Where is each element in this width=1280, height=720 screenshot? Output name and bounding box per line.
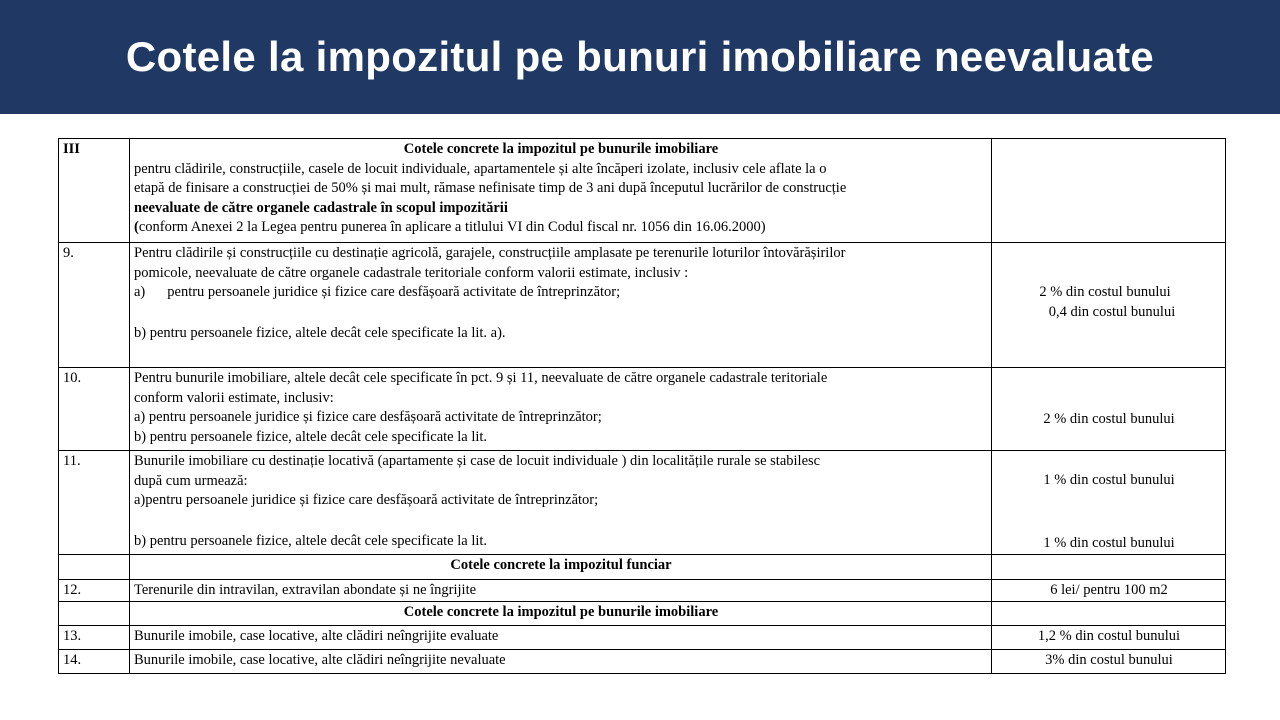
row-number: 14. bbox=[59, 650, 130, 674]
description-bold-line: neevaluate de către organele cadastrale în scopul impozitării bbox=[134, 199, 508, 216]
title-banner bbox=[0, 0, 1280, 114]
table-row-section-imobiliare bbox=[59, 602, 1226, 626]
rate-cell bbox=[992, 368, 1226, 451]
item-a: a) pentru persoanele juridice și fizice care desfășoară activitate de întreprinzător; bbox=[134, 409, 602, 425]
page-title: Cotele la impozitul pe bunuri imobiliare neevaluate bbox=[125, 33, 1155, 80]
row-description bbox=[130, 243, 992, 368]
empty-cell bbox=[59, 555, 130, 580]
item-b: b) pentru persoanele fizice, altele decât cele specificate la lit. bbox=[134, 532, 488, 549]
row-number: 12. bbox=[59, 580, 130, 602]
rate-value: 1 % din costul bunului bbox=[1043, 472, 1175, 488]
rate-cell bbox=[992, 451, 1226, 555]
rate-value: 1,2 % din costul bunului bbox=[992, 626, 1226, 650]
row-description: Bunurile imobile, case locative, alte clădiri neîngrijite evaluate bbox=[130, 626, 992, 650]
description-line: conform valorii estimate, inclusiv: bbox=[134, 389, 334, 406]
rate-value: 6 lei/ pentru 100 m2 bbox=[992, 580, 1226, 602]
empty-cell bbox=[992, 139, 1226, 243]
section-heading: Cotele concrete la impozitul funciar bbox=[130, 555, 992, 580]
table-row-14 bbox=[59, 650, 1226, 674]
item-a: a) pentru persoanele juridice și fizice care desfășoară activitate de întreprinzător; bbox=[134, 284, 621, 300]
row-description bbox=[130, 451, 992, 555]
table-row-section-iii bbox=[59, 139, 1226, 243]
item-a: a)pentru persoanele juridice și fizice care desfășoară activitate de întreprinzător; bbox=[134, 492, 599, 508]
empty-cell bbox=[992, 555, 1226, 580]
row-number: 9. bbox=[59, 243, 130, 368]
description-line: după cum urmează: bbox=[134, 472, 248, 489]
table-row-12 bbox=[59, 580, 1226, 602]
table-row-11 bbox=[59, 451, 1226, 555]
item-b: b) pentru persoanele fizice, altele decât cele specificate la lit. a). bbox=[134, 324, 506, 341]
table-row-9 bbox=[59, 243, 1226, 368]
table-row-section-funciar bbox=[59, 555, 1226, 580]
description-line: Pentru bunurile imobiliare, altele decât cele specificate în pct. 9 și 11, neevaluate de către organele cadastrale teritoriale bbox=[134, 370, 828, 386]
rates-table bbox=[58, 138, 1226, 674]
item-b: b) pentru persoanele fizice, altele decât cele specificate la lit. bbox=[134, 428, 488, 445]
rate-value: 2 % din costul bunului bbox=[1039, 284, 1171, 300]
row-number: III bbox=[59, 139, 130, 243]
rate-value: 0,4 din costul bunului bbox=[1048, 303, 1176, 320]
row-description: Terenurile din intravilan, extravilan abondate și ne îngrijite bbox=[130, 580, 992, 602]
empty-cell bbox=[992, 602, 1226, 626]
table-row-10 bbox=[59, 368, 1226, 451]
description-line: Pentru clădirile și construcțiile cu destinație agricolă, garajele, construcțiile amplasate pe terenurile loturilor întovărășirilor bbox=[134, 245, 846, 261]
rate-value: 2 % din costul bunului bbox=[1043, 411, 1175, 427]
row-description bbox=[130, 368, 992, 451]
description-line: etapă de finisare a construcției de 50% și mai mult, rămase nefinisate timp de 3 ani după începutul lucrărilor de construcție bbox=[134, 180, 847, 196]
table-row-13 bbox=[59, 626, 1226, 650]
rate-value: 3% din costul bunului bbox=[992, 650, 1226, 674]
empty-cell bbox=[59, 602, 130, 626]
description-line: Bunurile imobiliare cu destinație locativă (apartamente și case de locuit individuale ) din localitățile rurale se stabilesc bbox=[134, 453, 821, 469]
description-line: pentru clădirile, construcțiile, casele de locuit individuale, apartamentele și alte încăperi izolate, inclusiv cele aflate la o bbox=[134, 160, 827, 177]
rate-value: 1 % din costul bunului bbox=[1043, 534, 1175, 551]
description-note: (conform Anexei 2 la Legea pentru punerea în aplicare a titlului VI din Codul fiscal nr. 1056 din 16.06.2000) bbox=[134, 219, 766, 235]
row-number: 13. bbox=[59, 626, 130, 650]
row-description: Bunurile imobile, case locative, alte clădiri neîngrijite nevaluate bbox=[130, 650, 992, 674]
section-heading: Cotele concrete la impozitul pe bunurile imobiliare bbox=[130, 602, 992, 626]
row-number: 11. bbox=[59, 451, 130, 555]
section-heading: Cotele concrete la impozitul pe bunurile imobiliare bbox=[403, 141, 719, 157]
section-iii-description bbox=[130, 139, 992, 243]
rate-cell bbox=[992, 243, 1226, 368]
row-number: 10. bbox=[59, 368, 130, 451]
description-line: pomicole, neevaluate de către organele cadastrale teritoriale conform valorii estimate, inclusiv : bbox=[134, 264, 689, 281]
